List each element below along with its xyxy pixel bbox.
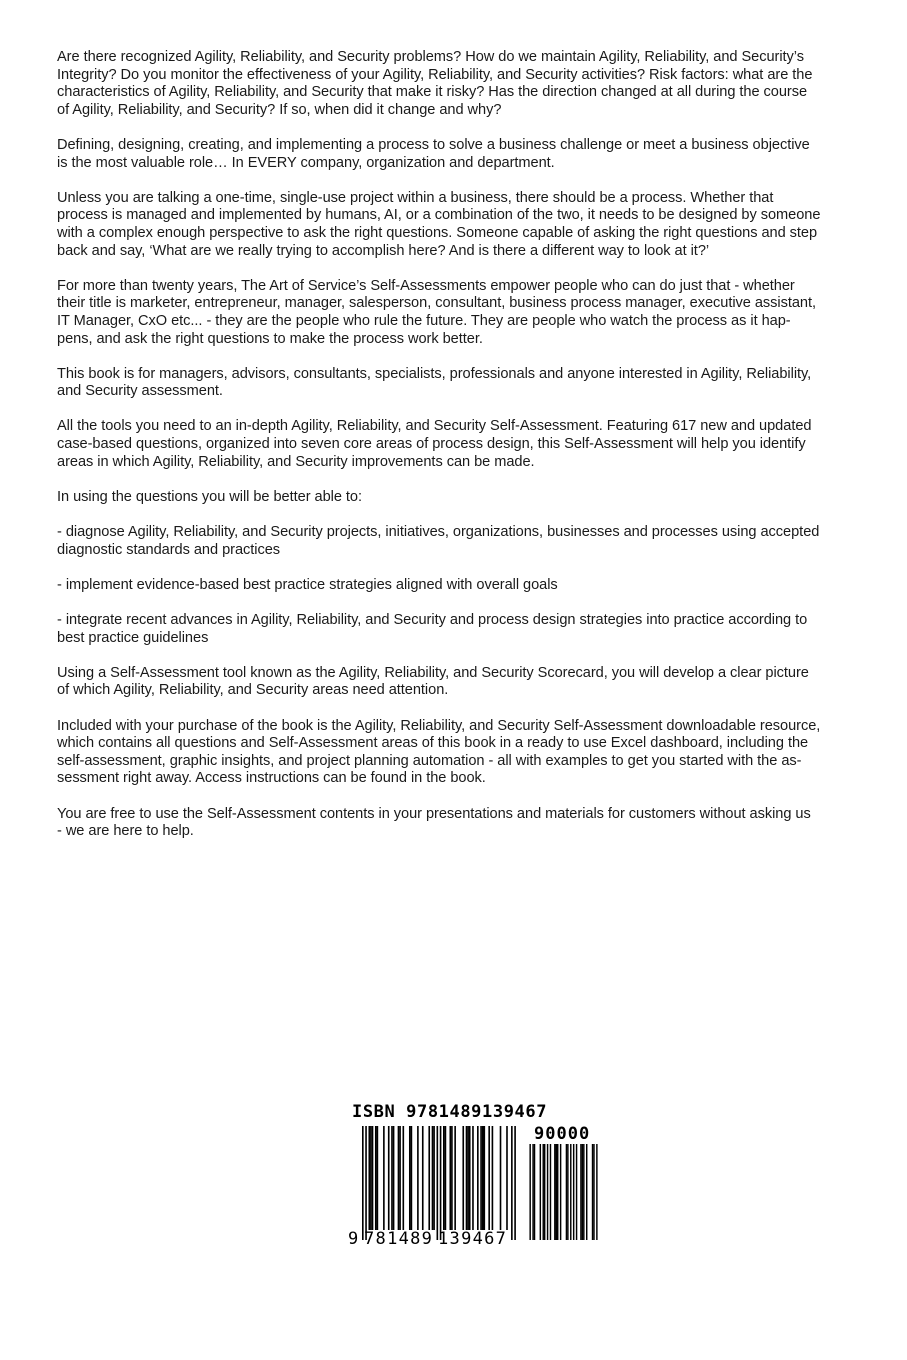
addon-bar bbox=[554, 1144, 555, 1240]
addon-bar bbox=[596, 1144, 597, 1240]
barcode-bar bbox=[372, 1126, 374, 1230]
barcode-guard-bar bbox=[511, 1126, 513, 1240]
barcode-bar bbox=[472, 1126, 474, 1230]
addon-bar bbox=[593, 1144, 594, 1240]
barcode-addon-digits: 90000 bbox=[534, 1124, 591, 1144]
barcode-bar bbox=[484, 1126, 486, 1230]
barcode-bar bbox=[449, 1126, 451, 1230]
addon-bar bbox=[532, 1144, 533, 1240]
barcode-bar bbox=[462, 1126, 464, 1230]
barcode-bar bbox=[388, 1126, 390, 1230]
paragraph-intro-questions: Are there recognized Agility, Reliability, and Security problems? How do we maintain Agility, Reliability, and Security’s Integrity? Do you monitor the effectiveness of your Agility, Reliability, and Security activities? Risk factors: what are the characteristics of Agility, Reliability, and Security that make it risky? Has the direction changed at all during the course of Agility, Reliability, and Security? If so, when did it change and why? bbox=[57, 49, 813, 118]
paragraph-usage-rights: You are free to use the Self-Assessment contents in your presentations and materials for customers without asking us - we are here to help. bbox=[57, 805, 811, 840]
addon-bar bbox=[576, 1144, 577, 1240]
barcode-bar bbox=[432, 1126, 434, 1230]
addon-bar bbox=[547, 1144, 548, 1240]
addon-bar bbox=[556, 1144, 557, 1240]
barcode-bar bbox=[411, 1126, 413, 1230]
barcode-bar bbox=[375, 1126, 377, 1230]
barcode-bar bbox=[451, 1126, 453, 1230]
addon-bar bbox=[592, 1144, 593, 1240]
addon-bar bbox=[583, 1144, 584, 1240]
addon-bar bbox=[544, 1144, 545, 1240]
ean13-bars bbox=[362, 1126, 522, 1244]
addon-bar bbox=[540, 1144, 541, 1240]
barcode-bar bbox=[443, 1126, 445, 1230]
addon-bar bbox=[570, 1144, 571, 1240]
barcode-bar bbox=[417, 1126, 419, 1230]
addon-bar bbox=[566, 1144, 567, 1240]
barcode-guard-bar bbox=[440, 1126, 442, 1240]
barcode-bar bbox=[409, 1126, 411, 1230]
paragraph-download-resource: Included with your purchase of the book is the Agility, Reliability, and Security Self-Assessment downloadable resource, which contains all questions and Self-Assessment areas of this book in a ready to use Excel dashboard, including the self-assessment, graphic insights, and project planning automation - all with examples to get you started with the as- sessment right away. Access instructions can be found in the book. bbox=[57, 717, 821, 787]
barcode-bar bbox=[492, 1126, 494, 1230]
paragraph-audience: This book is for managers, advisors, consultants, specialists, professionals and anyone interested in Agility, Reliability, and Security assessment. bbox=[57, 365, 812, 400]
barcode-bar bbox=[398, 1126, 400, 1230]
barcode-bar bbox=[467, 1126, 469, 1230]
barcode-bar bbox=[506, 1126, 508, 1230]
isbn-label: ISBN 9781489139467 bbox=[352, 1102, 548, 1122]
addon-bar bbox=[560, 1144, 561, 1240]
benefit-item-diagnose: - diagnose Agility, Reliability, and Security projects, initiatives, organizations, businesses and processes using accepted diagnostic standards and practices bbox=[57, 524, 820, 558]
barcode-bar bbox=[422, 1126, 424, 1230]
addon-bar bbox=[534, 1144, 535, 1240]
back-cover-description bbox=[57, 49, 837, 858]
paragraph-scorecard: Using a Self-Assessment tool known as the Agility, Reliability, and Security Scorecard, you will develop a clear picture of which Agility, Reliability, and Security areas need attention. bbox=[57, 664, 809, 699]
barcode-bar bbox=[477, 1126, 479, 1230]
barcode-bar bbox=[466, 1126, 468, 1230]
paragraph-benefits-intro: In using the questions you will be better able to: bbox=[57, 488, 362, 505]
barcode-bar bbox=[377, 1126, 379, 1230]
barcode-bar bbox=[500, 1126, 502, 1230]
addon-bar bbox=[567, 1144, 568, 1240]
barcode-bar bbox=[399, 1126, 401, 1230]
barcode-guard-bar bbox=[362, 1126, 364, 1240]
barcode-bar bbox=[469, 1126, 471, 1230]
barcode-bar bbox=[368, 1126, 370, 1230]
ean-digit-group-left: 781489 bbox=[364, 1229, 434, 1249]
addon-bar bbox=[529, 1144, 530, 1240]
barcode-guard-bar bbox=[514, 1126, 516, 1240]
benefit-item-implement: - implement evidence-based best practice strategies aligned with overall goals bbox=[57, 576, 558, 593]
paragraph-process-role: Defining, designing, creating, and implementing a process to solve a business challenge or meet a business objective is the most valuable role… In EVERY company, organization and department. bbox=[57, 136, 810, 171]
paragraph-process-design: Unless you are talking a one-time, single-use project within a business, there should be a process. Whether that process is managed and implemented by humans, AI, or a combination of the two, it needs to be designed by someone with a complex enough perspective to ask the right questions. Someone capable of asking the right questions and step back and say, ‘What are we really trying to accomplish here? And is there a different way to look at it?’ bbox=[57, 189, 821, 259]
addon-bar bbox=[582, 1144, 583, 1240]
barcode-bar bbox=[403, 1126, 405, 1230]
barcode-guard-bar bbox=[365, 1126, 367, 1240]
barcode-guard-bar bbox=[437, 1126, 439, 1240]
ean-lead-digit: 9 bbox=[348, 1229, 359, 1249]
barcode-bar bbox=[482, 1126, 484, 1230]
barcode-bar bbox=[445, 1126, 447, 1230]
isbn-barcode bbox=[348, 1102, 608, 1277]
barcode-bar bbox=[383, 1126, 385, 1230]
addon-bar bbox=[586, 1144, 587, 1240]
ean-digit-group-right: 139467 bbox=[438, 1229, 508, 1249]
barcode-bar bbox=[454, 1126, 456, 1230]
barcode-bar bbox=[433, 1126, 435, 1230]
barcode-bar bbox=[428, 1126, 430, 1230]
addon-bar bbox=[543, 1144, 544, 1240]
addon-bar bbox=[580, 1144, 581, 1240]
barcode-bar bbox=[391, 1126, 393, 1230]
benefit-item-integrate: - integrate recent advances in Agility, Reliability, and Security and process design strategies into practice according to best practice guidelines bbox=[57, 612, 808, 646]
paragraph-art-of-service: For more than twenty years, The Art of Service’s Self-Assessments empower people who can do just that - whether their title is marketer, entrepreneur, manager, salesperson, consultant, business process manager, executive assistant, IT Manager, CxO etc... - they are the people who rule the future. They are people who watch the process as it hap- pens, and ask the right questions to make the process work better. bbox=[57, 277, 817, 347]
addon-bar bbox=[550, 1144, 551, 1240]
ean-digits bbox=[348, 1229, 507, 1249]
paragraph-tools: All the tools you need to an in-depth Agility, Reliability, and Security Self-Assessment. Featuring 617 new and updated case-based questions, organized into seven core areas of process design, this Self-Assessment will help you identify areas in which Agility, Reliability, and Security improvements can be made. bbox=[57, 418, 812, 470]
addon-bar bbox=[557, 1144, 558, 1240]
addon-bar bbox=[573, 1144, 574, 1240]
addon-bars bbox=[528, 1144, 606, 1244]
barcode-bar bbox=[370, 1126, 372, 1230]
barcode-bar bbox=[480, 1126, 482, 1230]
barcode-bar bbox=[488, 1126, 490, 1230]
barcode-bar bbox=[393, 1126, 395, 1230]
